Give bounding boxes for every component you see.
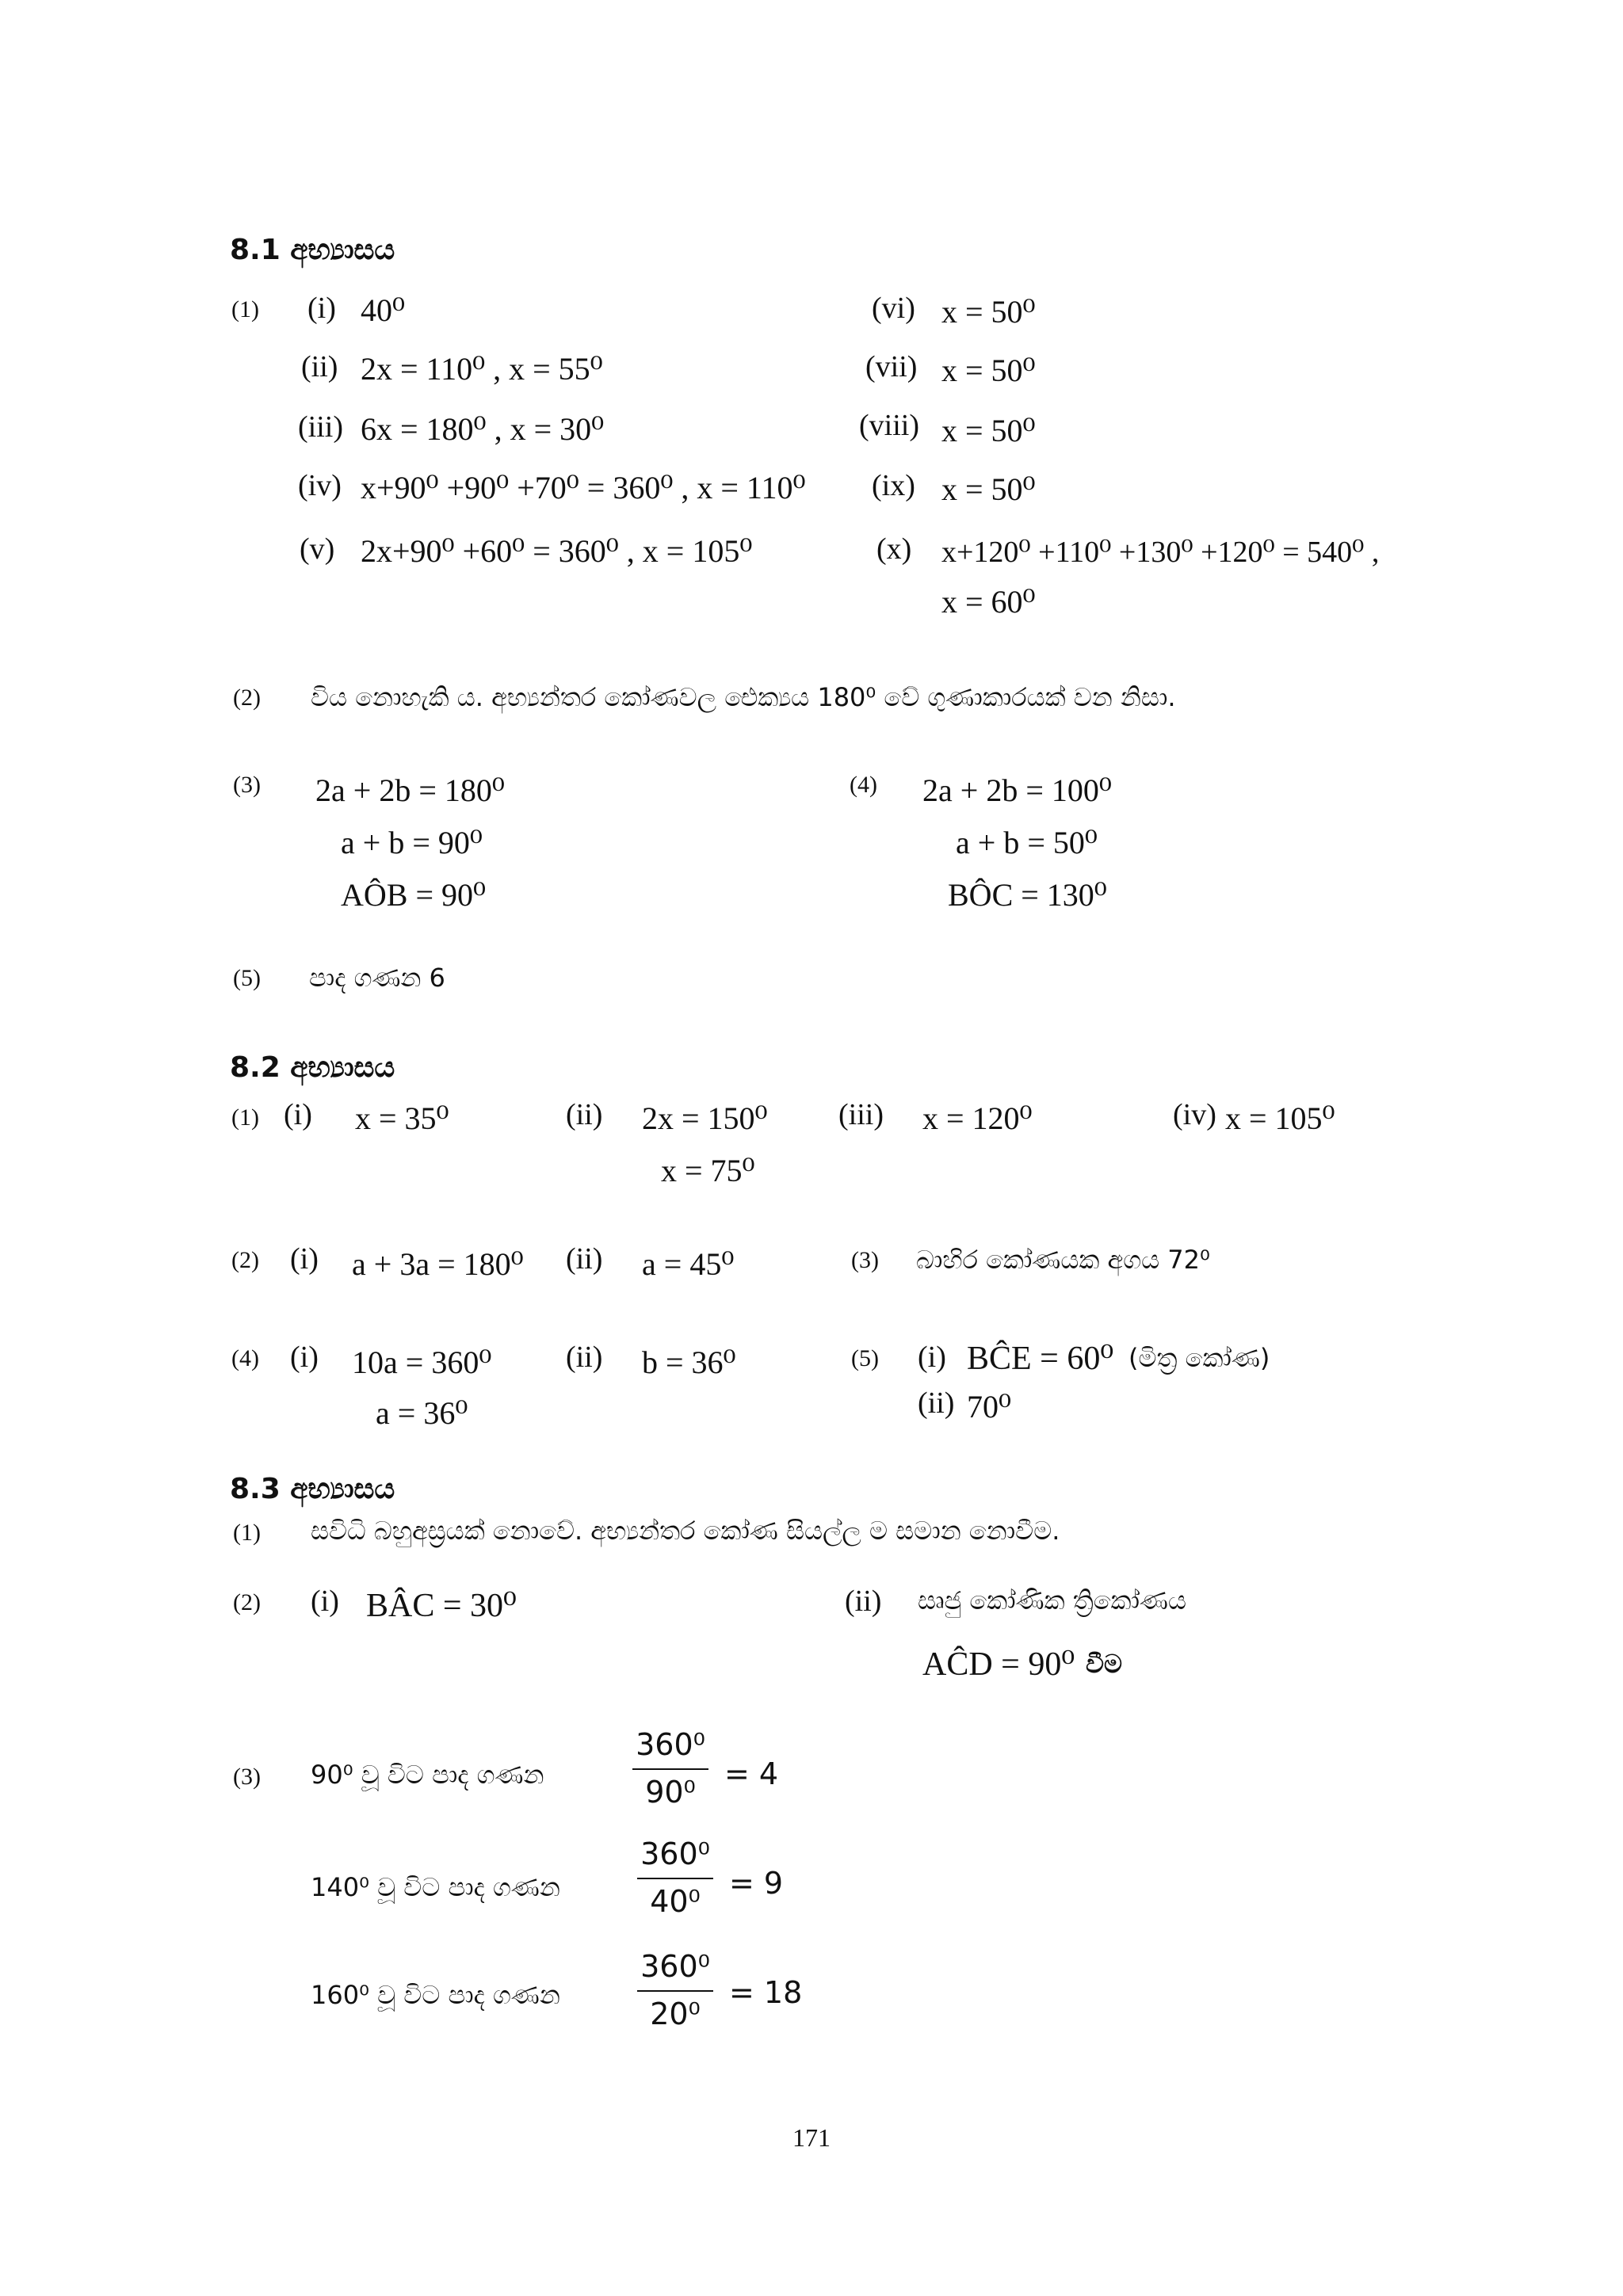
question-number: (5)	[233, 965, 261, 991]
sub-number: (iv)	[1173, 1098, 1216, 1131]
answer-expression: a + b = 90⁰	[341, 825, 483, 860]
answer-expression: x = 50⁰	[941, 413, 1036, 448]
answer-expression: x = 60⁰	[941, 584, 1036, 620]
page-number: 171	[792, 2123, 831, 2152]
question-number: (4)	[231, 1345, 259, 1371]
section-heading-8-3: 8.3 අභ්‍යාසය	[230, 1473, 395, 1505]
question-number: (5)	[851, 1345, 879, 1371]
question-number: (2)	[233, 1589, 261, 1615]
question-number: (3)	[233, 772, 261, 798]
sub-number: (ii)	[301, 350, 338, 383]
question-number: (1)	[233, 1520, 261, 1546]
answer-note: (මිත්‍ර කෝණ)	[1128, 1343, 1270, 1373]
sub-number: (i)	[290, 1242, 319, 1276]
fraction-result: = 4	[724, 1756, 779, 1791]
answer-text: බාහිර කෝණයක අගය 72⁰	[916, 1245, 1210, 1275]
fraction-numerator: 360⁰	[637, 1949, 713, 1992]
answer-expression: 2x = 150⁰	[642, 1100, 768, 1136]
sub-number: (i)	[307, 292, 336, 325]
answer-expression: x = 50⁰	[941, 294, 1036, 330]
answer-expression: a + 3a = 180⁰	[352, 1246, 524, 1282]
answer-expression: 2x+90⁰ +60⁰ = 360⁰ , x = 105⁰	[361, 533, 753, 569]
answer-expression: x+120⁰ +110⁰ +130⁰ +120⁰ = 540⁰ ,	[941, 536, 1380, 569]
sub-number: (iv)	[298, 469, 342, 502]
question-number: (1)	[231, 1104, 259, 1131]
answer-expression: x = 50⁰	[941, 353, 1036, 388]
question-number: (2)	[233, 685, 261, 711]
question-number: (2)	[231, 1247, 259, 1273]
section-heading-8-2: 8.2 අභ්‍යාසය	[230, 1051, 395, 1084]
sub-number: (ii)	[566, 1242, 603, 1276]
sub-number: (vii)	[865, 350, 918, 383]
fraction-denominator: 40⁰	[650, 1883, 701, 1919]
answer-expression: 6x = 180⁰ , x = 30⁰	[361, 411, 605, 447]
answer-expression: AĈD = 90⁰	[922, 1646, 1075, 1683]
answer-expression: a + b = 50⁰	[956, 825, 1098, 860]
answer-expression: BÔC = 130⁰	[948, 877, 1107, 913]
question-number: (3)	[851, 1247, 879, 1273]
answer-expression: 40⁰	[361, 292, 406, 328]
answer-expression: 2x = 110⁰ , x = 55⁰	[361, 351, 603, 387]
fraction-result: = 9	[729, 1866, 784, 1901]
answer-text: 90⁰ වූ විට පාද ගණන	[311, 1760, 544, 1790]
answer-text: වීම	[1086, 1649, 1123, 1679]
sub-number: (vi)	[872, 292, 915, 325]
answer-expression: BÂC = 30⁰	[366, 1588, 517, 1624]
fraction	[637, 1949, 713, 2032]
answer-text: සෘජු කෝණික ත්‍රිකෝණය	[918, 1585, 1187, 1615]
sub-number: (ii)	[566, 1098, 603, 1131]
sub-number: (i)	[290, 1341, 319, 1374]
answer-expression: a = 45⁰	[642, 1246, 735, 1282]
sub-number: (ii)	[566, 1341, 603, 1374]
sub-number: (i)	[311, 1585, 339, 1618]
answer-expression: AÔB = 90⁰	[341, 877, 487, 913]
answer-expression: 10a = 360⁰	[352, 1344, 492, 1380]
fraction	[632, 1727, 708, 1810]
sub-number: (v)	[300, 532, 335, 566]
answer-text: 160⁰ වූ විට පාද ගණන	[311, 1980, 560, 2010]
answer-text: සවිධි බහුඅස්‍රයක් නොවේ. අභ්‍යන්තර කෝණ සියල්ල ම සමාන නොවීම.	[311, 1516, 1060, 1546]
fraction-numerator: 360⁰	[637, 1836, 713, 1879]
question-number: (4)	[850, 772, 877, 798]
fraction-denominator: 20⁰	[650, 1996, 701, 2031]
sub-number: (ii)	[845, 1585, 882, 1618]
answer-text: 140⁰ වූ විට පාද ගණන	[311, 1872, 560, 1902]
answer-text: පාද ගණන 6	[309, 963, 445, 993]
sub-number: (i)	[284, 1098, 312, 1131]
fraction-result: = 18	[729, 1975, 803, 2010]
answer-expression: 70⁰	[967, 1389, 1012, 1425]
sub-number: (iii)	[298, 410, 343, 444]
sub-number: (x)	[876, 532, 912, 566]
answer-text: විය නොහැකි ය. අභ්‍යන්තර කෝණවල ඓක්‍යය 180⁰ වේ ගුණාකාරයක් වන නිසා.	[311, 682, 1176, 712]
answer-expression: 2a + 2b = 180⁰	[315, 772, 505, 808]
question-number: (1)	[231, 296, 259, 322]
answer-expression: b = 36⁰	[642, 1344, 736, 1380]
sub-number: (iii)	[838, 1098, 884, 1131]
answer-expression: x = 75⁰	[661, 1153, 755, 1188]
answer-expression: BĈE = 60⁰	[967, 1341, 1114, 1377]
answer-expression: a = 36⁰	[376, 1395, 468, 1431]
fraction	[637, 1836, 713, 1920]
answer-expression: x = 120⁰	[922, 1100, 1033, 1136]
fraction-denominator: 90⁰	[645, 1774, 696, 1810]
answer-expression: x = 35⁰	[355, 1100, 449, 1136]
sub-number: (ix)	[872, 469, 915, 502]
fraction-numerator: 360⁰	[632, 1727, 708, 1770]
sub-number: (i)	[918, 1341, 946, 1374]
sub-number: (ii)	[918, 1386, 955, 1420]
sub-number: (viii)	[859, 409, 919, 442]
section-heading-8-1: 8.1 අභ්‍යාසය	[230, 234, 395, 266]
question-number: (3)	[233, 1764, 261, 1790]
answer-expression: 2a + 2b = 100⁰	[922, 772, 1112, 808]
answer-expression: x+90⁰ +90⁰ +70⁰ = 360⁰ , x = 110⁰	[361, 470, 806, 505]
answer-expression: x = 105⁰	[1225, 1100, 1335, 1136]
answer-expression: x = 50⁰	[941, 471, 1036, 507]
